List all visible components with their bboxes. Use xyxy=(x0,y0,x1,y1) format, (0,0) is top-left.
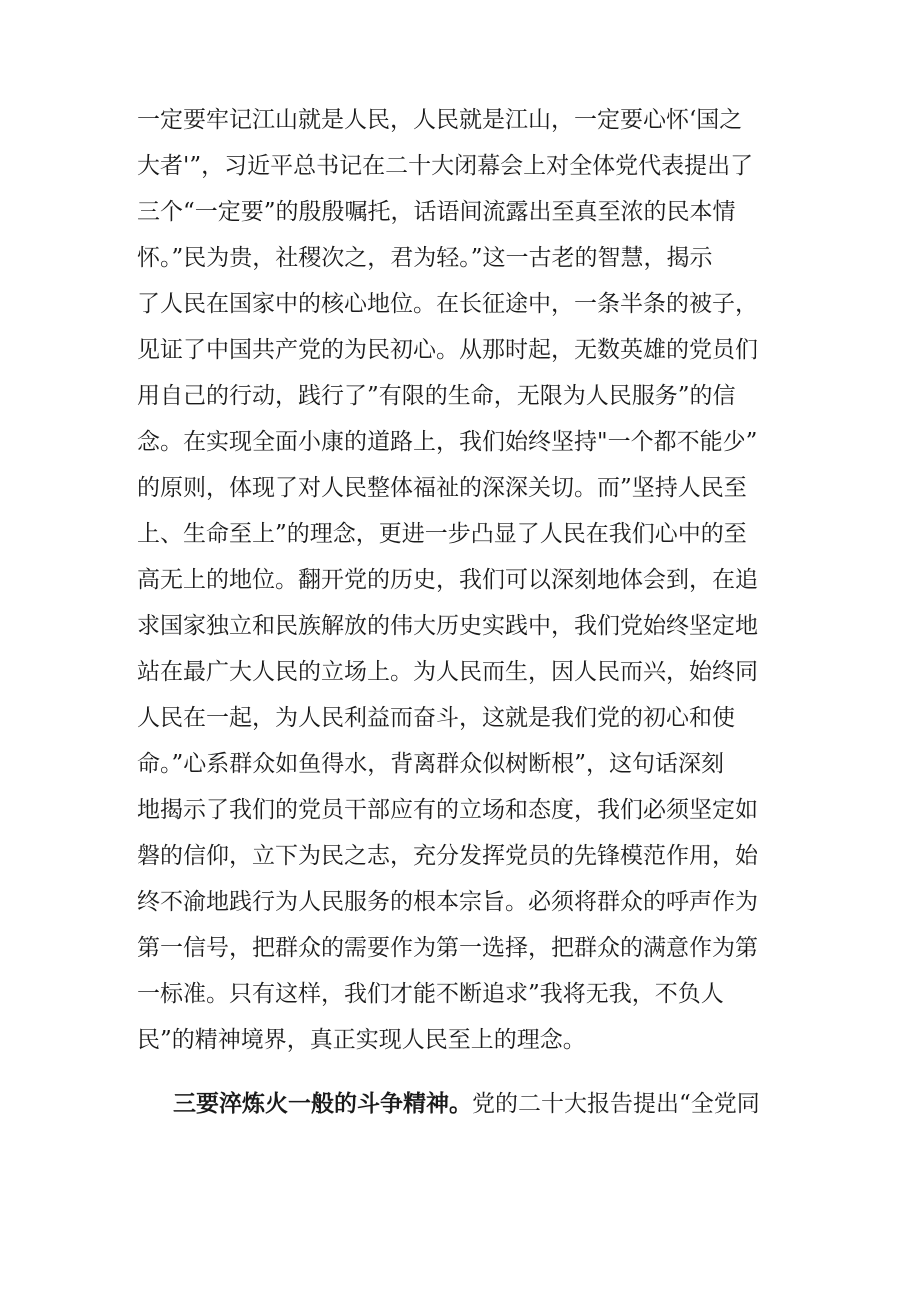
text-line: 三个“一定要”的殷殷嘱托，话语间流露出至真至浓的民本情 xyxy=(137,199,736,225)
text-line: 求国家独立和民族解放的伟大历史实践中，我们党始终坚定地 xyxy=(137,613,758,639)
section-heading: 三要淬炼火一般的斗争精神。 xyxy=(173,1090,472,1117)
text-line: 念。在实现全面小康的道路上，我们始终坚持"一个都不能少” xyxy=(137,429,758,455)
text-line: 地揭示了我们的党员干部应有的立场和态度，我们必须坚定如 xyxy=(137,797,758,823)
paragraph-gap xyxy=(137,1063,777,1081)
document-body xyxy=(137,97,777,1127)
text-line: 怀。”民为贵，社稷次之，君为轻。”这一古老的智慧，揭示 xyxy=(137,245,713,271)
paragraph-2 xyxy=(137,1081,777,1127)
text-line: 上、生命至上”的理念，更进一步凸显了人民在我们心中的至 xyxy=(137,521,747,547)
text-line: 见证了中国共产党的为民初心。从那时起，无数英雄的党员们 xyxy=(137,337,758,363)
text-line: 大者'”，习近平总书记在二十大闭幕会上对全体党代表提出了 xyxy=(137,153,754,179)
text-line: 一定要牢记江山就是人民，人民就是江山，一定要心怀‘国之 xyxy=(137,107,743,133)
paragraph-1 xyxy=(137,97,777,1063)
text-line: 第一信号，把群众的需要作为第一选择，把群众的满意作为第 xyxy=(137,935,758,961)
text-line: 的原则，体现了对人民整体福祉的深深关切。而”坚持人民至 xyxy=(137,475,747,501)
text-line: 终不渝地践行为人民服务的根本宗旨。必须将群众的呼声作为 xyxy=(137,889,758,915)
text-line: 站在最广大人民的立场上。为人民而生，因人民而兴，始终同 xyxy=(137,659,758,685)
text-line: 民”的精神境界，真正实现人民至上的理念。 xyxy=(137,1027,586,1053)
paragraph-text: 党的二十大报告提出“全党同 xyxy=(472,1091,760,1117)
text-line: 命。”心系群众如鱼得水，背离群众似树断根”，这句话深刻 xyxy=(137,751,725,777)
text-line: 高无上的地位。翻开党的历史，我们可以深刻地体会到，在追 xyxy=(137,567,758,593)
text-line: 一标准。只有这样，我们才能不断追求”我将无我，不负人 xyxy=(137,981,724,1007)
text-line: 了人民在国家中的核心地位。在长征途中，一条半条的被子， xyxy=(137,291,758,317)
text-line: 磐的信仰，立下为民之志，充分发挥党员的先锋模范作用，始 xyxy=(137,843,758,869)
text-line: 人民在一起，为人民利益而奋斗，这就是我们党的初心和使 xyxy=(137,705,735,731)
text-line: 用自己的行动，践行了”有限的生命，无限为人民服务”的信 xyxy=(137,383,736,409)
